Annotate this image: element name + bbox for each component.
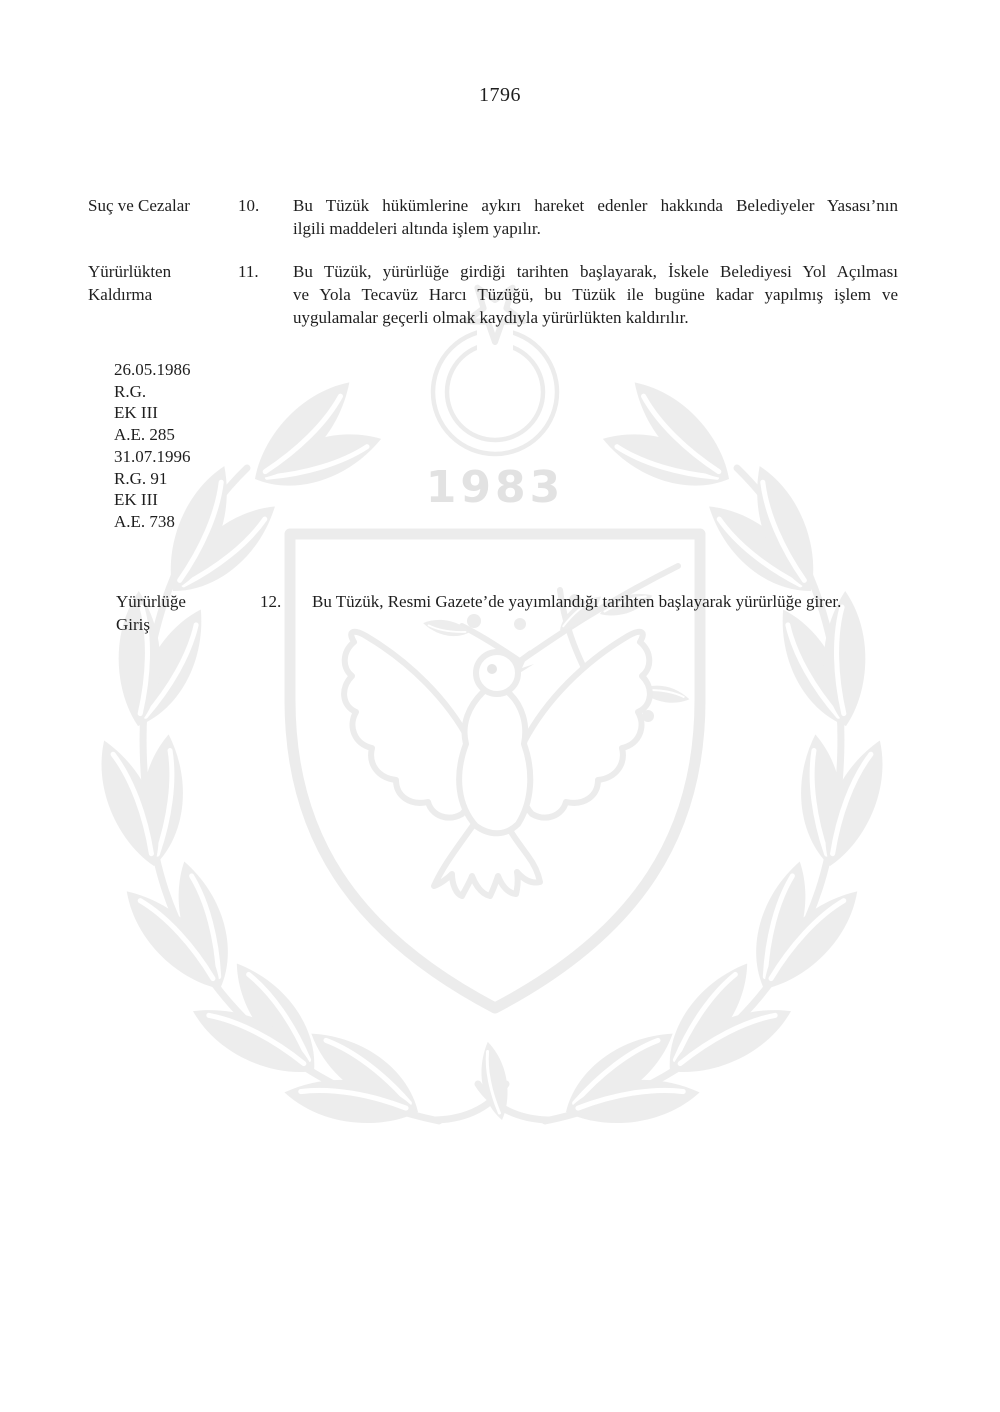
margin-label-line: Yürürlüğe xyxy=(116,592,186,611)
body-line: Bu Tüzük, yürürlüğe girdiği tarihten başlayarak, İskele Belediyesi Yol Açılması xyxy=(293,262,898,281)
citation-line: A.E. 285 xyxy=(114,425,175,445)
margin-label-yururluge-giris xyxy=(116,590,276,636)
margin-label-line: Giriş xyxy=(116,615,150,634)
citation-line: 31.07.1996 xyxy=(114,446,191,466)
item-number-12: 12. xyxy=(260,592,282,611)
emblem-year: 1983 xyxy=(425,462,565,513)
margin-label-line: Suç ve Cezalar xyxy=(88,196,190,215)
margin-label-yururlukten-kaldirma xyxy=(88,260,248,306)
margin-label-suc-ve-cezalar xyxy=(88,194,248,217)
citation-line: R.G. xyxy=(114,381,147,401)
item-number-10: 10. xyxy=(238,196,260,215)
body-line: Bu Tüzük hükümlerine aykırı hareket edenler hakkında Belediyeler Yasası’nın xyxy=(293,196,898,215)
margin-label-line: Kaldırma xyxy=(88,285,153,304)
citation-line: A.E. 738 xyxy=(114,511,175,531)
margin-label-line: Yürürlükten xyxy=(88,262,172,281)
item-body-11 xyxy=(293,260,898,329)
page-number: 1796 xyxy=(479,84,521,106)
body-line: uygulamalar geçerli olmak kaydıyla yürürlükten kaldırılır. xyxy=(293,308,689,327)
item-number-11: 11. xyxy=(238,262,259,281)
citation-line: EK III xyxy=(114,490,158,510)
citation-line: EK III xyxy=(114,403,158,423)
body-line: Bu Tüzük, Resmi Gazete’de yayımlandığı tarihten başlayarak yürürlüğe girer. xyxy=(312,592,842,611)
gazette-citation-block xyxy=(114,359,191,533)
body-line: ve Yola Tecavüz Harcı Tüzüğü, bu Tüzük ile bugüne kadar yapılmış işlem ve xyxy=(293,285,898,304)
citation-line: 26.05.1986 xyxy=(114,360,191,379)
item-body-12 xyxy=(312,590,902,613)
citation-line: R.G. 91 xyxy=(114,468,168,488)
body-line: ilgili maddeleri altında işlem yapılır. xyxy=(293,219,541,238)
item-body-10 xyxy=(293,194,898,240)
